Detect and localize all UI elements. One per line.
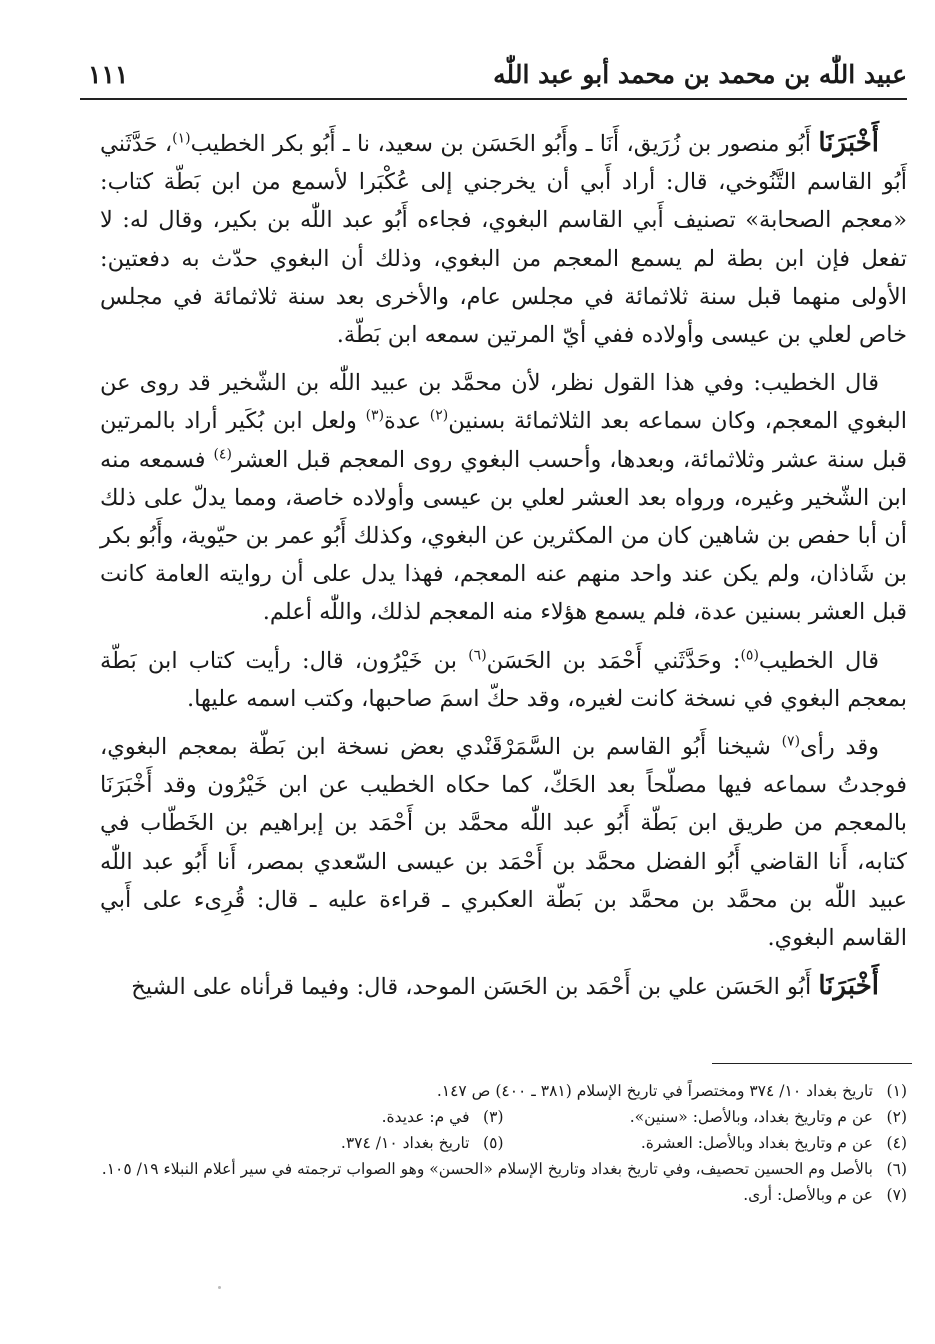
- footnote-text: عن م وبالأصل: أرى.: [743, 1186, 873, 1204]
- paragraph-3-part-b: : وحَدَّثَني أَحْمَد بن الحَسَن: [486, 647, 741, 674]
- paragraph-2: [100, 364, 907, 631]
- footnote-row: [100, 1156, 907, 1182]
- footnote-row: [100, 1104, 907, 1130]
- footnote-ref-2: (٢): [429, 407, 449, 424]
- running-header: [80, 58, 907, 100]
- footnote-number: (٧): [886, 1186, 907, 1204]
- paragraph-3-part-a: قال الخطيب: [758, 647, 879, 674]
- paragraph-1-text: أَبُو منصور بن زُرَيق، أَنَا ـ وأَبُو الحَسَن بن سعيد، نا ـ أَبُو بكر الخطيب: [190, 131, 819, 157]
- footnote-ref-3: (٣): [365, 407, 385, 424]
- akhbarana-lead-2: أَخْبَرَنَا: [818, 971, 879, 1002]
- footnote-text: عن م وتاريخ بغداد وبالأصل: العشرة.: [640, 1134, 873, 1152]
- footnote-row: [100, 1182, 907, 1208]
- footnote-half: [100, 1104, 504, 1130]
- paragraph-3: [100, 642, 907, 718]
- paragraph-1: [100, 124, 907, 354]
- paragraph-2-part-d: فسمعه منه ابن الشّخير وغيره، ورواه بعد العشر لعلي بن عيسى وأولاده خاصة، ومما يدلّ على ذلك أن أبا حفص بن شاهين كان من المكثرين عن البغوي، وكذلك أَبُو عمر بن حيّوية، وأَبُو بكر بن شَاذان، ولم يكن عند واحد منهم عنه المعجم، فهذا يدل على أن روايته العامة كانت قبل العشر بسنين عدة، فلم يسمع هؤلاء منه المعجم لذلك، واللّٰه أعلم.: [100, 446, 907, 626]
- footnotes: [100, 1078, 907, 1208]
- paragraph-5-text: أَبُو الحَسَن علي بن أَحْمَد بن الحَسَن الموحد، قال: وفيما قرأناه على الشيخ: [131, 974, 819, 1001]
- footnote-number: (١): [886, 1082, 907, 1100]
- main-text: [100, 124, 907, 1016]
- akhbarana-lead: أَخْبَرَنَا: [818, 128, 879, 158]
- paragraph-2-part-b: عدة: [384, 408, 430, 435]
- footnote-ref-7: (٧): [781, 733, 801, 750]
- footnote-half: [504, 1130, 908, 1156]
- footnote-row: [100, 1078, 907, 1104]
- footnote-half: [504, 1104, 908, 1130]
- footnote-number: (٣): [483, 1108, 504, 1126]
- paragraph-2-part-c: ولعل ابن بُكَير أراد بالمرتين قبل سنة عشر وثلاثمائة، وبعدها، وأحسب البغوي روى المعجم قبل العشر: [100, 408, 907, 473]
- footnote-ref-1: (١): [172, 130, 191, 147]
- footnote-ref-6: (٦): [468, 647, 487, 664]
- footnote-separator: [712, 1063, 912, 1064]
- footnote-text: في م: عديدة.: [381, 1108, 470, 1126]
- header-title: عبيد اللّٰه بن محمد بن محمد أبو عبد اللّٰه: [493, 60, 907, 89]
- footnote-text: عن م وتاريخ بغداد، وبالأصل: «سنين».: [629, 1108, 873, 1126]
- footnote-number: (٤): [886, 1134, 907, 1152]
- footnote-number: (٦): [886, 1160, 907, 1178]
- footnote-ref-5: (٥): [740, 647, 759, 664]
- footnote-ref-4: (٤): [213, 446, 232, 463]
- paragraph-1-rest: ، حَدَّثَني أَبُو القاسم التَّنُوخي، قال: أراد أَبي أن يخرجني إلى عُكْبَرا لأسمع من ابن بَطّة كتاب: «معجم الصحابة» تصنيف أَبي القاسم البغوي، فجاءه أَبُو عبد اللّٰه بن بكير، وقال له: لا تفعل فإن ابن بطة لم يسمع المعجم من البغوي، وذلك أن البغوي حدّث به دفعتين: الأولى منهما قبل سنة ثلاثمائة في مجلس عام، والأخرى بعد سنة ثلاثمائة في مجلس خاص لعلي بن عيسى وأولاده ففي أيّ المرتين سمعه ابن بَطّة.: [100, 131, 907, 349]
- footnote-text: بالأصل وم الحسين تحصيف، وفي تاريخ بغداد وتاريخ الإسلام «الحسن» وهو الصواب ترجمته في سير أعلام النبلاء ١٩/ ١٠٥.: [101, 1160, 873, 1178]
- paragraph-5: [100, 967, 907, 1006]
- paragraph-4-part-a: وقد رأى: [800, 734, 879, 761]
- footnote-row: [100, 1130, 907, 1156]
- paragraph-4-part-b: شيخنا أَبُو القاسم بن السَّمَرْقَنْدي بعض نسخة ابن بَطّة بمعجم البغوي، فوجدتُ سماعه فيها مصلّحاً بعد الحَكّ، كما حكاه الخطيب عن ابن خَيْرُون وقد أَخْبَرَنَا بالمعجم من طريق ابن بَطّة أَبُو عبد اللّٰه محمَّد بن أَحْمَد بن إبراهيم بن الخَطّاب في كتابه، أَنا القاضي أَبُو الفضل محمَّد بن أَحْمَد بن عيسى السّعدي بمصر، أَنا أَبُو عبد اللّٰه عبيد اللّٰه بن محمَّد بن محمَّد بن بَطّة العكبري ـ قراءة عليه ـ قال: قُرِىء على أَبي القاسم البغوي.: [100, 734, 907, 952]
- footnote-half: [100, 1130, 504, 1156]
- footnote-number: (٢): [886, 1108, 907, 1126]
- footnote-text: تاريخ بغداد ١٠/ ٣٧٤.: [340, 1134, 470, 1152]
- footnote-text: تاريخ بغداد ١٠/ ٣٧٤ ومختصراً في تاريخ الإسلام (٣٨١ ـ ٤٠٠) ص ١٤٧.: [436, 1082, 873, 1100]
- paragraph-4: [100, 728, 907, 957]
- paragraph-3-part-c: بن خَيْرُون، قال: رأيت كتاب ابن بَطّة بمعجم البغوي في نسخة كانت لغيره، وقد حكّ اسمَ صاحبها، وكتب اسمه عليها.: [100, 647, 907, 712]
- scan-speck: [218, 1286, 221, 1289]
- paragraph-2-part-a: قال الخطيب: وفي هذا القول نظر، لأن محمَّد بن عبيد اللّٰه بن الشّخير قد روى عن البغوي المعجم، وكان سماعه بعد الثلاثمائة بسنين: [100, 370, 907, 435]
- page-number: ١١١: [88, 60, 129, 89]
- footnote-number: (٥): [483, 1134, 504, 1152]
